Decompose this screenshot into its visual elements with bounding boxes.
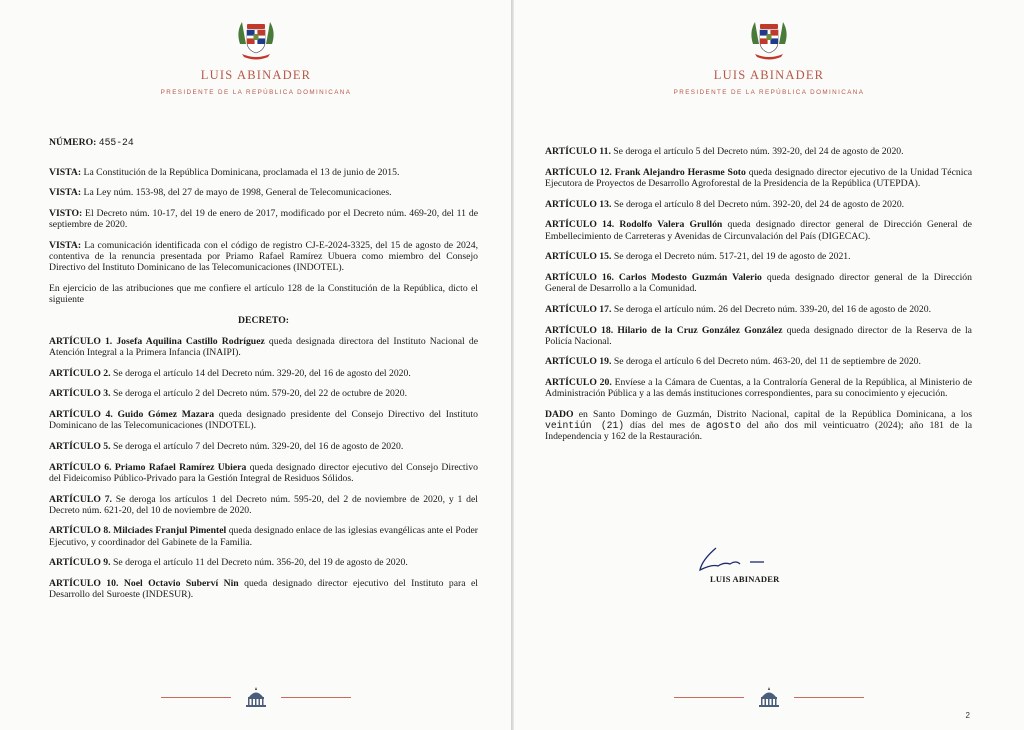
articulo-2 bbox=[49, 368, 478, 379]
article-name: Milciades Franjul Pimentel bbox=[110, 525, 227, 537]
dado-text: en Santo Domingo de Guzmán, Distrito Nacional, capital de la República Dominicana, a los bbox=[573, 409, 972, 421]
article-name: Hilario de la Cruz González González bbox=[613, 324, 783, 336]
article-text: Se deroga el artículo 6 del Decreto núm. 463-20, del 11 de septiembre de 2020. bbox=[611, 356, 921, 368]
president-name: LUIS ABINADER bbox=[200, 68, 312, 82]
article-label: ARTÍCULO 9. bbox=[49, 557, 111, 569]
articulo-12 bbox=[545, 167, 972, 189]
article-name: Guido Gómez Mazara bbox=[112, 409, 215, 421]
article-name: Noel Octavio Suberví Nin bbox=[118, 578, 239, 590]
articulo-5 bbox=[49, 441, 478, 452]
president-title: PRESIDENTE DE LA REPÚBLICA DOMINICANA bbox=[160, 89, 352, 96]
article-name: Priamo Rafael Ramírez Ubiera bbox=[111, 461, 247, 473]
page-number: 2 bbox=[965, 711, 970, 720]
palace-dome-icon bbox=[756, 686, 782, 708]
article-text: Se deroga el artículo 8 del Decreto núm. 392-20, del 24 de agosto de 2020. bbox=[611, 198, 905, 210]
page-footer bbox=[0, 686, 512, 708]
president-title: PRESIDENTE DE LA REPÚBLICA DOMINICANA bbox=[673, 89, 865, 96]
page-header bbox=[0, 14, 512, 96]
articulo-19 bbox=[545, 356, 972, 367]
article-text: queda designado presidente del Consejo Directivo del Instituto Dominicano de las Telecomunicaciones (INDOTEL). bbox=[49, 409, 479, 432]
article-name: Carlos Modesto Guzmán Valerio bbox=[613, 271, 762, 283]
article-label: ARTÍCULO 17. bbox=[545, 303, 612, 315]
article-text: Se deroga los artículos 1 del Decreto núm. 595-20, del 2 de noviembre de 2020, y 1 del Decreto núm. 621-20, del 10 de noviembre de 2020. bbox=[49, 493, 478, 516]
article-text: Envíese a la Cámara de Cuentas, a la Contraloría General de la República, al Ministerio de Administración Pública y a las demás instituciones correspondientes, para su conocimiento y ejecución. bbox=[545, 377, 972, 400]
vista-text: La comunicación identificada con el código de registro CJ-E-2024-3325, del 15 de agosto de 2024, contentiva de la renuncia presentada por Priamo Rafael Ramírez Ubuera como miembro del Consejo Directivo del Instituto Dominicano de las Telecomunicaciones (INDOTEL). bbox=[49, 240, 478, 274]
visto-label: VISTO: bbox=[49, 208, 83, 220]
article-label: ARTÍCULO 1. bbox=[49, 335, 113, 347]
vista-text: La Constitución de la República Dominicana, proclamada el 13 de junio de 2015. bbox=[81, 166, 400, 178]
article-text: Se deroga el artículo 2 del Decreto núm. 579-20, del 22 de octubre de 2020. bbox=[110, 388, 408, 400]
article-label: ARTÍCULO 19. bbox=[545, 356, 612, 368]
articulo-16 bbox=[545, 272, 972, 294]
articulo-10 bbox=[49, 578, 478, 600]
article-label: ARTÍCULO 18. bbox=[545, 324, 614, 336]
articulo-17 bbox=[545, 304, 972, 315]
article-name: Josefa Aquilina Castillo Rodríguez bbox=[112, 335, 265, 347]
vista-label: VISTA: bbox=[49, 166, 82, 178]
coat-of-arms-icon bbox=[745, 14, 793, 62]
articulo-13 bbox=[545, 199, 972, 210]
page-header bbox=[514, 14, 1024, 96]
footer-rule-right bbox=[281, 697, 351, 698]
articulo-11 bbox=[545, 146, 972, 157]
vista-label: VISTA: bbox=[49, 187, 82, 199]
footer-rule-right bbox=[794, 697, 864, 698]
articulo-9 bbox=[49, 557, 478, 568]
articulo-18 bbox=[545, 325, 972, 347]
article-text: Se deroga el artículo 11 del Decreto núm. 356-20, del 19 de agosto de 2020. bbox=[110, 557, 408, 569]
articulo-1 bbox=[49, 336, 478, 358]
article-label: ARTÍCULO 14. bbox=[545, 219, 615, 231]
article-text: queda designado director de la Reserva de la Policía Nacional. bbox=[545, 324, 972, 347]
article-text: queda designado enlace de las iglesias evangélicas ante el Poder Ejecutivo, y coordinador del Gabinete de la Familia. bbox=[49, 525, 478, 548]
article-text: Se deroga el artículo núm. 26 del Decreto núm. 339-20, del 16 de agosto de 2020. bbox=[611, 303, 932, 315]
coat-of-arms-icon bbox=[232, 14, 280, 62]
article-text: queda designado director ejecutivo del Instituto para el Desarrollo del Suroeste (INDESUR). bbox=[49, 578, 478, 601]
article-text: queda designado director ejecutivo del Consejo Directivo del Fideicomiso Público-Privado para la Gestión Integral de Residuos Sólidos. bbox=[49, 461, 478, 484]
article-text: Se deroga el artículo 14 del Decreto núm. 329-20, del 16 de agosto del 2020. bbox=[110, 367, 411, 379]
article-label: ARTÍCULO 15. bbox=[545, 251, 612, 263]
number-label: NÚMERO: bbox=[49, 137, 97, 148]
article-label: ARTÍCULO 6. bbox=[49, 461, 112, 473]
vista-comunicacion bbox=[49, 240, 478, 274]
article-text: Se deroga el Decreto núm. 517-21, del 19 de agosto de 2021. bbox=[611, 251, 851, 263]
article-text: Se deroga el artículo 5 del Decreto núm. 392-20, del 24 de agosto de 2020. bbox=[610, 146, 904, 157]
dado-day: veintiún (21) bbox=[545, 420, 625, 432]
page-2 bbox=[514, 0, 1024, 730]
article-label: ARTÍCULO 3. bbox=[49, 388, 111, 400]
article-label: ARTÍCULO 20. bbox=[545, 377, 612, 389]
articulo-8 bbox=[49, 525, 478, 547]
articulo-20 bbox=[545, 377, 972, 399]
article-label: ARTÍCULO 4. bbox=[49, 409, 113, 421]
articulo-4 bbox=[49, 409, 478, 431]
article-text: queda designado director general de Dirección General de Embellecimiento de Carreteras y Avenidas de Circunvalación del País (DIGECAC). bbox=[545, 219, 972, 242]
signature-name: LUIS ABINADER bbox=[710, 574, 780, 584]
vista-label: VISTA: bbox=[49, 240, 82, 252]
dado-label: DADO bbox=[545, 409, 574, 421]
articulo-3 bbox=[49, 388, 478, 399]
article-label: ARTÍCULO 10. bbox=[49, 578, 119, 590]
article-label: ARTÍCULO 2. bbox=[49, 367, 111, 379]
articulo-14 bbox=[545, 219, 972, 241]
decreto-heading: DECRETO: bbox=[238, 315, 289, 327]
article-label: ARTÍCULO 5. bbox=[49, 440, 111, 452]
articulo-7 bbox=[49, 494, 478, 516]
visto-decreto bbox=[49, 208, 478, 230]
dado-paragraph bbox=[545, 409, 972, 443]
articulo-15 bbox=[545, 251, 972, 262]
articulo-6 bbox=[49, 462, 478, 484]
article-label: ARTÍCULO 7. bbox=[49, 493, 112, 505]
dado-month: agosto bbox=[706, 420, 741, 432]
article-text: queda designada directora del Instituto Nacional de Atención Integral a la Primera Infancia (INAIPI). bbox=[49, 335, 478, 358]
article-name: Frank Alejandro Herasme Soto bbox=[611, 166, 746, 178]
visto-text: El Decreto núm. 10-17, del 19 de enero de 2017, modificado por el Decreto núm. 469-20, del 11 de septiembre de 2020. bbox=[49, 208, 478, 231]
article-name: Rodolfo Valera Grullón bbox=[614, 219, 723, 231]
vista-ley bbox=[49, 187, 478, 198]
decree-number bbox=[49, 137, 478, 148]
president-name: LUIS ABINADER bbox=[713, 68, 825, 82]
page-footer bbox=[514, 686, 1024, 708]
article-label: ARTÍCULO 11. bbox=[545, 146, 611, 157]
decree-body-page-2 bbox=[545, 146, 972, 452]
article-label: ARTÍCULO 8. bbox=[49, 525, 111, 537]
vista-constitution bbox=[49, 167, 478, 178]
vista-text: La Ley núm. 153-98, del 27 de mayo de 1998, General de Telecomunicaciones. bbox=[81, 187, 392, 199]
dado-text: del año dos mil veinticuatro (2024); año 181 de la Independencia y 162 de la Restauración. bbox=[545, 420, 973, 443]
article-text: Se deroga el artículo 7 del Decreto núm. 329-20, del 16 de agosto de 2020. bbox=[110, 440, 404, 452]
article-label: ARTÍCULO 13. bbox=[545, 198, 612, 210]
article-label: ARTÍCULO 16. bbox=[545, 271, 614, 283]
dado-text: días del mes de bbox=[624, 420, 707, 432]
article-text: queda designado director ejecutivo de la Unidad Técnica Ejecutora de Proyectos de Desarrollo Agroforestal de la Presidencia de la República (UTEPDA). bbox=[545, 166, 973, 189]
footer-rule-left bbox=[161, 697, 231, 698]
article-label: ARTÍCULO 12. bbox=[545, 166, 612, 178]
article-text: queda designado director general de la Dirección General de Desarrollo a la Comunidad. bbox=[545, 271, 972, 295]
palace-dome-icon bbox=[243, 686, 269, 708]
decree-body-page-1 bbox=[49, 137, 478, 610]
footer-rule-left bbox=[674, 697, 744, 698]
ejercicio-paragraph: En ejercicio de las atribuciones que me confiere el artículo 128 de la Constitución de la República, dicto el siguiente bbox=[49, 283, 478, 306]
number-value: 455-24 bbox=[98, 137, 134, 148]
